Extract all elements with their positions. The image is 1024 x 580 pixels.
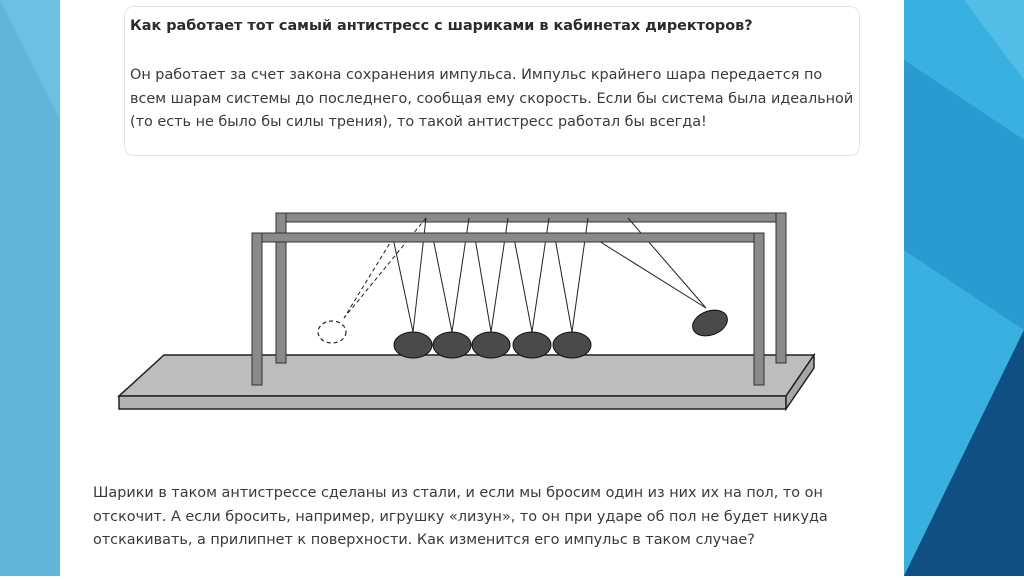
- question-card: [124, 6, 860, 156]
- left-decor-strip: [0, 0, 60, 576]
- cradle-base-top: [119, 355, 814, 396]
- swinging-ball: [689, 306, 731, 341]
- right-decor-panel: [904, 0, 1024, 576]
- cradle-ball: [472, 332, 510, 358]
- cradle-base-front: [119, 396, 786, 409]
- cradle-balls: [394, 306, 731, 358]
- bottom-question-text: Шарики в таком антистрессе сделаны из стали, и если мы бросим один из них их на пол, то он отскочит. А если бросить, например, игрушку «лизун», то он при ударе об пол не будет никуда отскакивать, а прилипнет к поверхности. Как изменится его импульс в таком случае?: [93, 485, 828, 548]
- newtons-cradle-illustration: [114, 200, 854, 430]
- newtons-cradle-figure: [114, 200, 854, 434]
- slide-page: [60, 0, 904, 576]
- right-decor-shape: [904, 0, 1024, 576]
- cradle-ball: [433, 332, 471, 358]
- question-title: Как работает тот самый антистресс с шариками в кабинетах директоров?: [130, 18, 753, 34]
- cradle-ball: [513, 332, 551, 358]
- left-decor-shape: [0, 0, 60, 576]
- cradle-ball: [553, 332, 591, 358]
- ghost-ball: [318, 321, 346, 343]
- cradle-ball: [394, 332, 432, 358]
- question-answer: Он работает за счет закона сохранения импульса. Импульс крайнего шара передается по всем шарам системы до последнего, сообщая ему скорость. Если бы система была идеальной (то есть не было бы силы трения), то такой антистресс работал бы всегда!: [130, 67, 854, 130]
